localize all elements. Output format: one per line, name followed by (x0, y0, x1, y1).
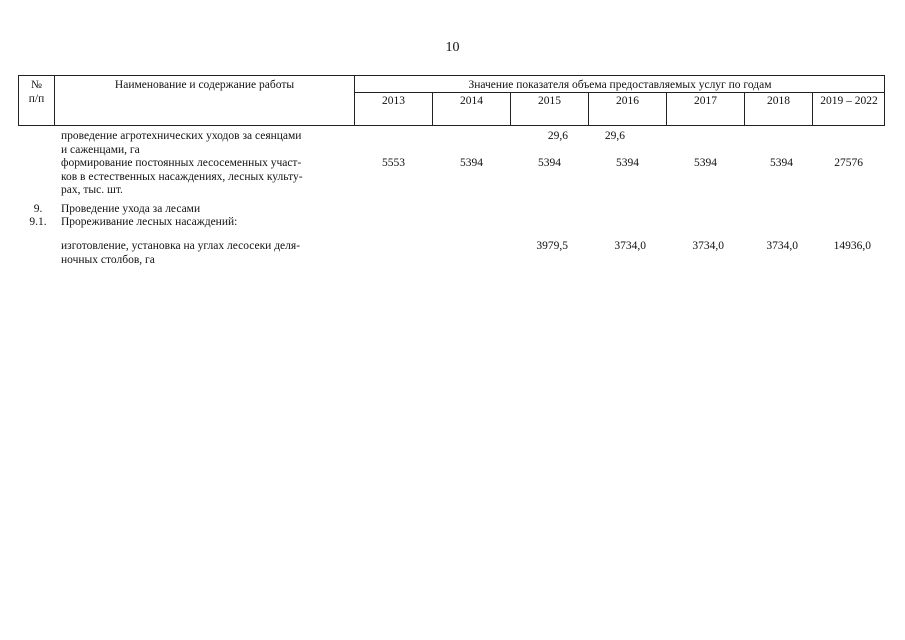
header-year: 2019 – 2022 (820, 95, 878, 107)
table-cell-value: 5394 (460, 157, 483, 169)
header-year: 2017 (694, 95, 717, 107)
table-row-num: 9. (33, 203, 43, 215)
table-cell-value: 3734,0 (692, 240, 724, 252)
header-divider (354, 92, 884, 93)
header-year: 2015 (538, 95, 561, 107)
table-cell-value: 5394 (538, 157, 561, 169)
row-text-line: Проведение ухода за лесами (61, 203, 201, 215)
row-text-line: ночных столбов, га (61, 253, 155, 266)
header-col-values: Значение показателя объема предоставляемых услуг по годам (468, 79, 772, 91)
table-row-name (61, 130, 353, 157)
table-cell-value: 5394 (770, 157, 793, 169)
header-year: 2016 (616, 95, 639, 107)
table-cell-value: 5394 (694, 157, 717, 169)
table-cell-value: 3734,0 (766, 240, 798, 252)
table-row-name (61, 240, 353, 267)
header-year: 2014 (460, 95, 483, 107)
table-row-name (61, 157, 353, 198)
header-col-name: Наименование и содержание работы (114, 79, 295, 91)
table-row-name (61, 203, 353, 217)
page-number: 10 (445, 40, 460, 55)
header-col-num-line: п/п (28, 93, 45, 105)
row-text-line: рах, тыс. шт. (61, 184, 123, 196)
header-col-num (19, 78, 54, 106)
row-text-line: ков в естественных насаждениях, лесных культу- (61, 170, 303, 183)
header-col-num-line: № (31, 79, 42, 91)
table-cell-value: 3734,0 (614, 240, 646, 252)
row-text-line: формирование постоянных лесосеменных участ- (61, 157, 302, 169)
row-text-line: проведение агротехнических уходов за сеянцами (61, 130, 302, 142)
table-cell-value: 14936,0 (833, 240, 871, 252)
table-cell-value: 29,6 (604, 130, 625, 142)
row-text-line: Прореживание лесных насаждений: (61, 216, 238, 228)
row-text-line: изготовление, установка на углах лесосеки деля- (61, 240, 301, 252)
header-year: 2013 (382, 95, 405, 107)
table-row-num: 9.1. (29, 216, 47, 228)
table-cell-value: 5553 (382, 157, 405, 169)
table-row-name (61, 216, 353, 230)
header-year: 2018 (767, 95, 790, 107)
table-header (18, 75, 885, 126)
row-text-line: и саженцами, га (61, 143, 140, 156)
table-cell-value: 5394 (616, 157, 639, 169)
table-cell-value: 3979,5 (536, 240, 568, 252)
table-cell-value: 27576 (834, 157, 863, 169)
table-cell-value: 29,6 (547, 130, 568, 142)
